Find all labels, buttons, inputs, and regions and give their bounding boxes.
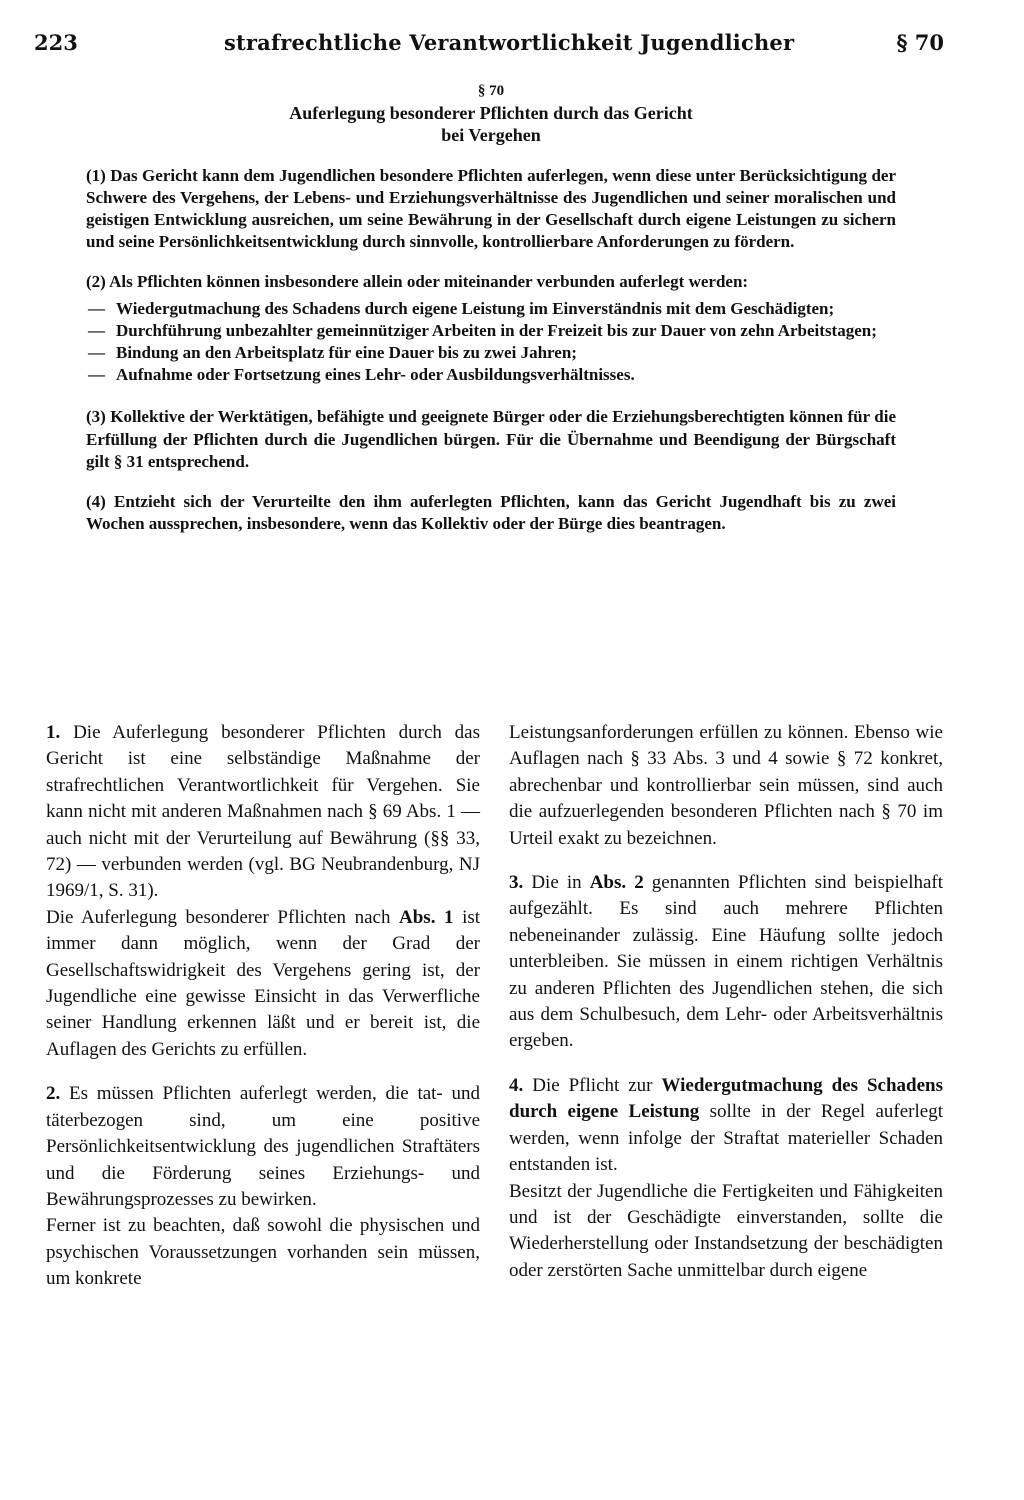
commentary-column-right bbox=[509, 720, 943, 1284]
commentary-note-2b: Ferner ist zu beachten, daß sowohl die physischen und psychischen Voraussetzungen vorhanden sein müssen, um konkrete bbox=[46, 1215, 480, 1290]
obligation-item: — Durchführung unbezahlter gemeinnütziger Arbeiten in der Freizeit bis zur Dauer von zehn Arbeitstagen; bbox=[86, 320, 896, 342]
obligation-item: — Aufnahme oder Fortsetzung eines Lehr- oder Ausbildungsverhältnisses. bbox=[86, 364, 896, 386]
dash-bullet: — bbox=[88, 343, 105, 363]
statute-paragraph-4: (4) Entzieht sich der Verurteilte den ihm auferlegten Pflichten, kann das Gericht Jugendhaft bis zu zwei Wochen aussprechen, insbesondere, wenn das Kollektiv oder der Bürge dies beantragen. bbox=[86, 492, 896, 534]
commentary-note-3: 3. Die in Abs. 2 genannten Pflichten sind beispielhaft aufgezählt. Es sind auch mehrere Pflichten nebeneinander zulässig. Eine Häufung sollte jedoch unterbleiben. Sie müssen in einem richtigen Verhältnis zu anderen Pflichten des Jugendlichen stehen, die sich aus dem Schulbesuch, dem Lehr- oder Arbeitsverhältnis ergeben. bbox=[509, 872, 944, 1052]
running-header bbox=[34, 30, 944, 64]
dash-bullet: — bbox=[88, 320, 105, 340]
obligation-item: — Wiedergutmachung des Schadens durch eigene Leistung im Einverständnis mit dem Geschädigten; bbox=[86, 298, 896, 320]
commentary-continuation: Leistungsanforderungen erfüllen zu können. Ebenso wie Auflagen nach § 33 Abs. 3 und 4 sowie § 72 konkret, abrechenbar und kontrollierbar sein müssen, sind auch die aufzuerlegenden besonderen Pflichten nach § 70 im Urteil exakt zu bezeichnen. bbox=[509, 722, 943, 849]
statute-paragraph-1: (1) Das Gericht kann dem Jugendlichen besondere Pflichten auferlegen, wenn diese unter Berücksichtigung der Schwere des Vergehens, der Lebens- und Erziehungsverhältnisse des Jugendlichen und seiner moralischen und geistigen Entwicklung ausreichen, um seine Bewährung in der Gesellschaft durch eigene Leistungen zu sichern und seine Persönlichkeitsentwicklung durch sinnvolle, kontrollierbare Anforderungen zu fördern. bbox=[86, 165, 896, 252]
commentary-note-1: 1. Die Auferlegung besonderer Pflichten durch das Gericht ist eine selbständige Maßnahme der strafrechtlichen Verantwortlichkeit für Vergehen. Sie kann nicht mit anderen Maßnahmen nach § 69 Abs. 1 — auch nicht mit der Verurteilung auf Bewährung (§§ 33, 72) — verbunden werden (vgl. BG Neubrandenburg, NJ 1969/1, S. 31). bbox=[46, 722, 481, 902]
commentary-note-4: 4. Die Pflicht zur Wiedergutmachung des Schadens durch eigene Leistung sollte in der Regel auferlegt werden, wenn infolge der Straftat materieller Schaden entstanden ist. bbox=[509, 1074, 943, 1176]
commentary-note-4b: Besitzt der Jugendliche die Fertigkeiten und Fähigkeiten und ist der Geschädigte einverstanden, sollte die Wiederherstellung oder Instandsetzung der beschädigten oder zerstörten Sache unmittelbar durch eigene bbox=[509, 1180, 943, 1281]
running-title: strafrechtliche Verantwortlichkeit Jugendlicher bbox=[224, 30, 795, 55]
dash-bullet: — bbox=[88, 365, 105, 385]
commentary-note-1b: Die Auferlegung besonderer Pflichten nach Abs. 1 ist immer dann möglich, wenn der Grad der Gesellschaftswidrigkeit des Vergehens gering ist, der Jugendliche eine gewisse Einsicht in das Verwerfliche seiner Handlung erkennen läßt und er bereit ist, die Auflagen des Gerichts zu erfüllen. bbox=[46, 906, 481, 1060]
page-number: 223 bbox=[34, 30, 78, 55]
emphasis-bold: Wiedergutmachung des Schadens durch eigene Leistung bbox=[509, 1074, 943, 1123]
statute-paragraph-2-intro: (2) Als Pflichten können insbesondere allein oder miteinander verbunden auferlegt werden: bbox=[86, 272, 749, 292]
obligations-list bbox=[86, 298, 896, 387]
section-title-line2: bei Vergehen bbox=[441, 125, 541, 146]
note-number: 4. bbox=[509, 1074, 524, 1096]
statute-text bbox=[86, 80, 896, 553]
obligation-item: — Bindung an den Arbeitsplatz für eine Dauer bis zu zwei Jahren; bbox=[86, 342, 896, 364]
note-number: 2. bbox=[46, 1083, 61, 1105]
section-title-line1: Auferlegung besonderer Pflichten durch das Gericht bbox=[289, 103, 693, 124]
statute-heading bbox=[86, 80, 896, 147]
reference-bold: Abs. 2 bbox=[589, 872, 644, 894]
section-label: § 70 bbox=[477, 83, 505, 99]
note-number: 1. bbox=[46, 722, 61, 743]
commentary-column-left bbox=[46, 720, 480, 1293]
running-section: § 70 bbox=[896, 30, 944, 55]
statute-paragraph-3: (3) Kollektive der Werktätigen, befähigte und geeignete Bürger oder die Erziehungsberechtigten können für die Erfüllung der Pflichten durch die Jugendlichen bürgen. Für die Übernahme und Beendigung der Bürgschaft gilt § 31 entsprechend. bbox=[86, 407, 896, 471]
note-number: 3. bbox=[509, 872, 524, 894]
dash-bullet: — bbox=[88, 298, 105, 318]
commentary-note-2: 2. Es müssen Pflichten auferlegt werden, die tat- und täterbezogen sind, um eine positive Persönlichkeitsentwicklung des jugendlichen Straftäters und die Förderung seines Erziehungs- und Bewährungsprozesses zu bewirken. bbox=[46, 1083, 480, 1210]
reference-bold: Abs. 1 bbox=[399, 906, 454, 928]
